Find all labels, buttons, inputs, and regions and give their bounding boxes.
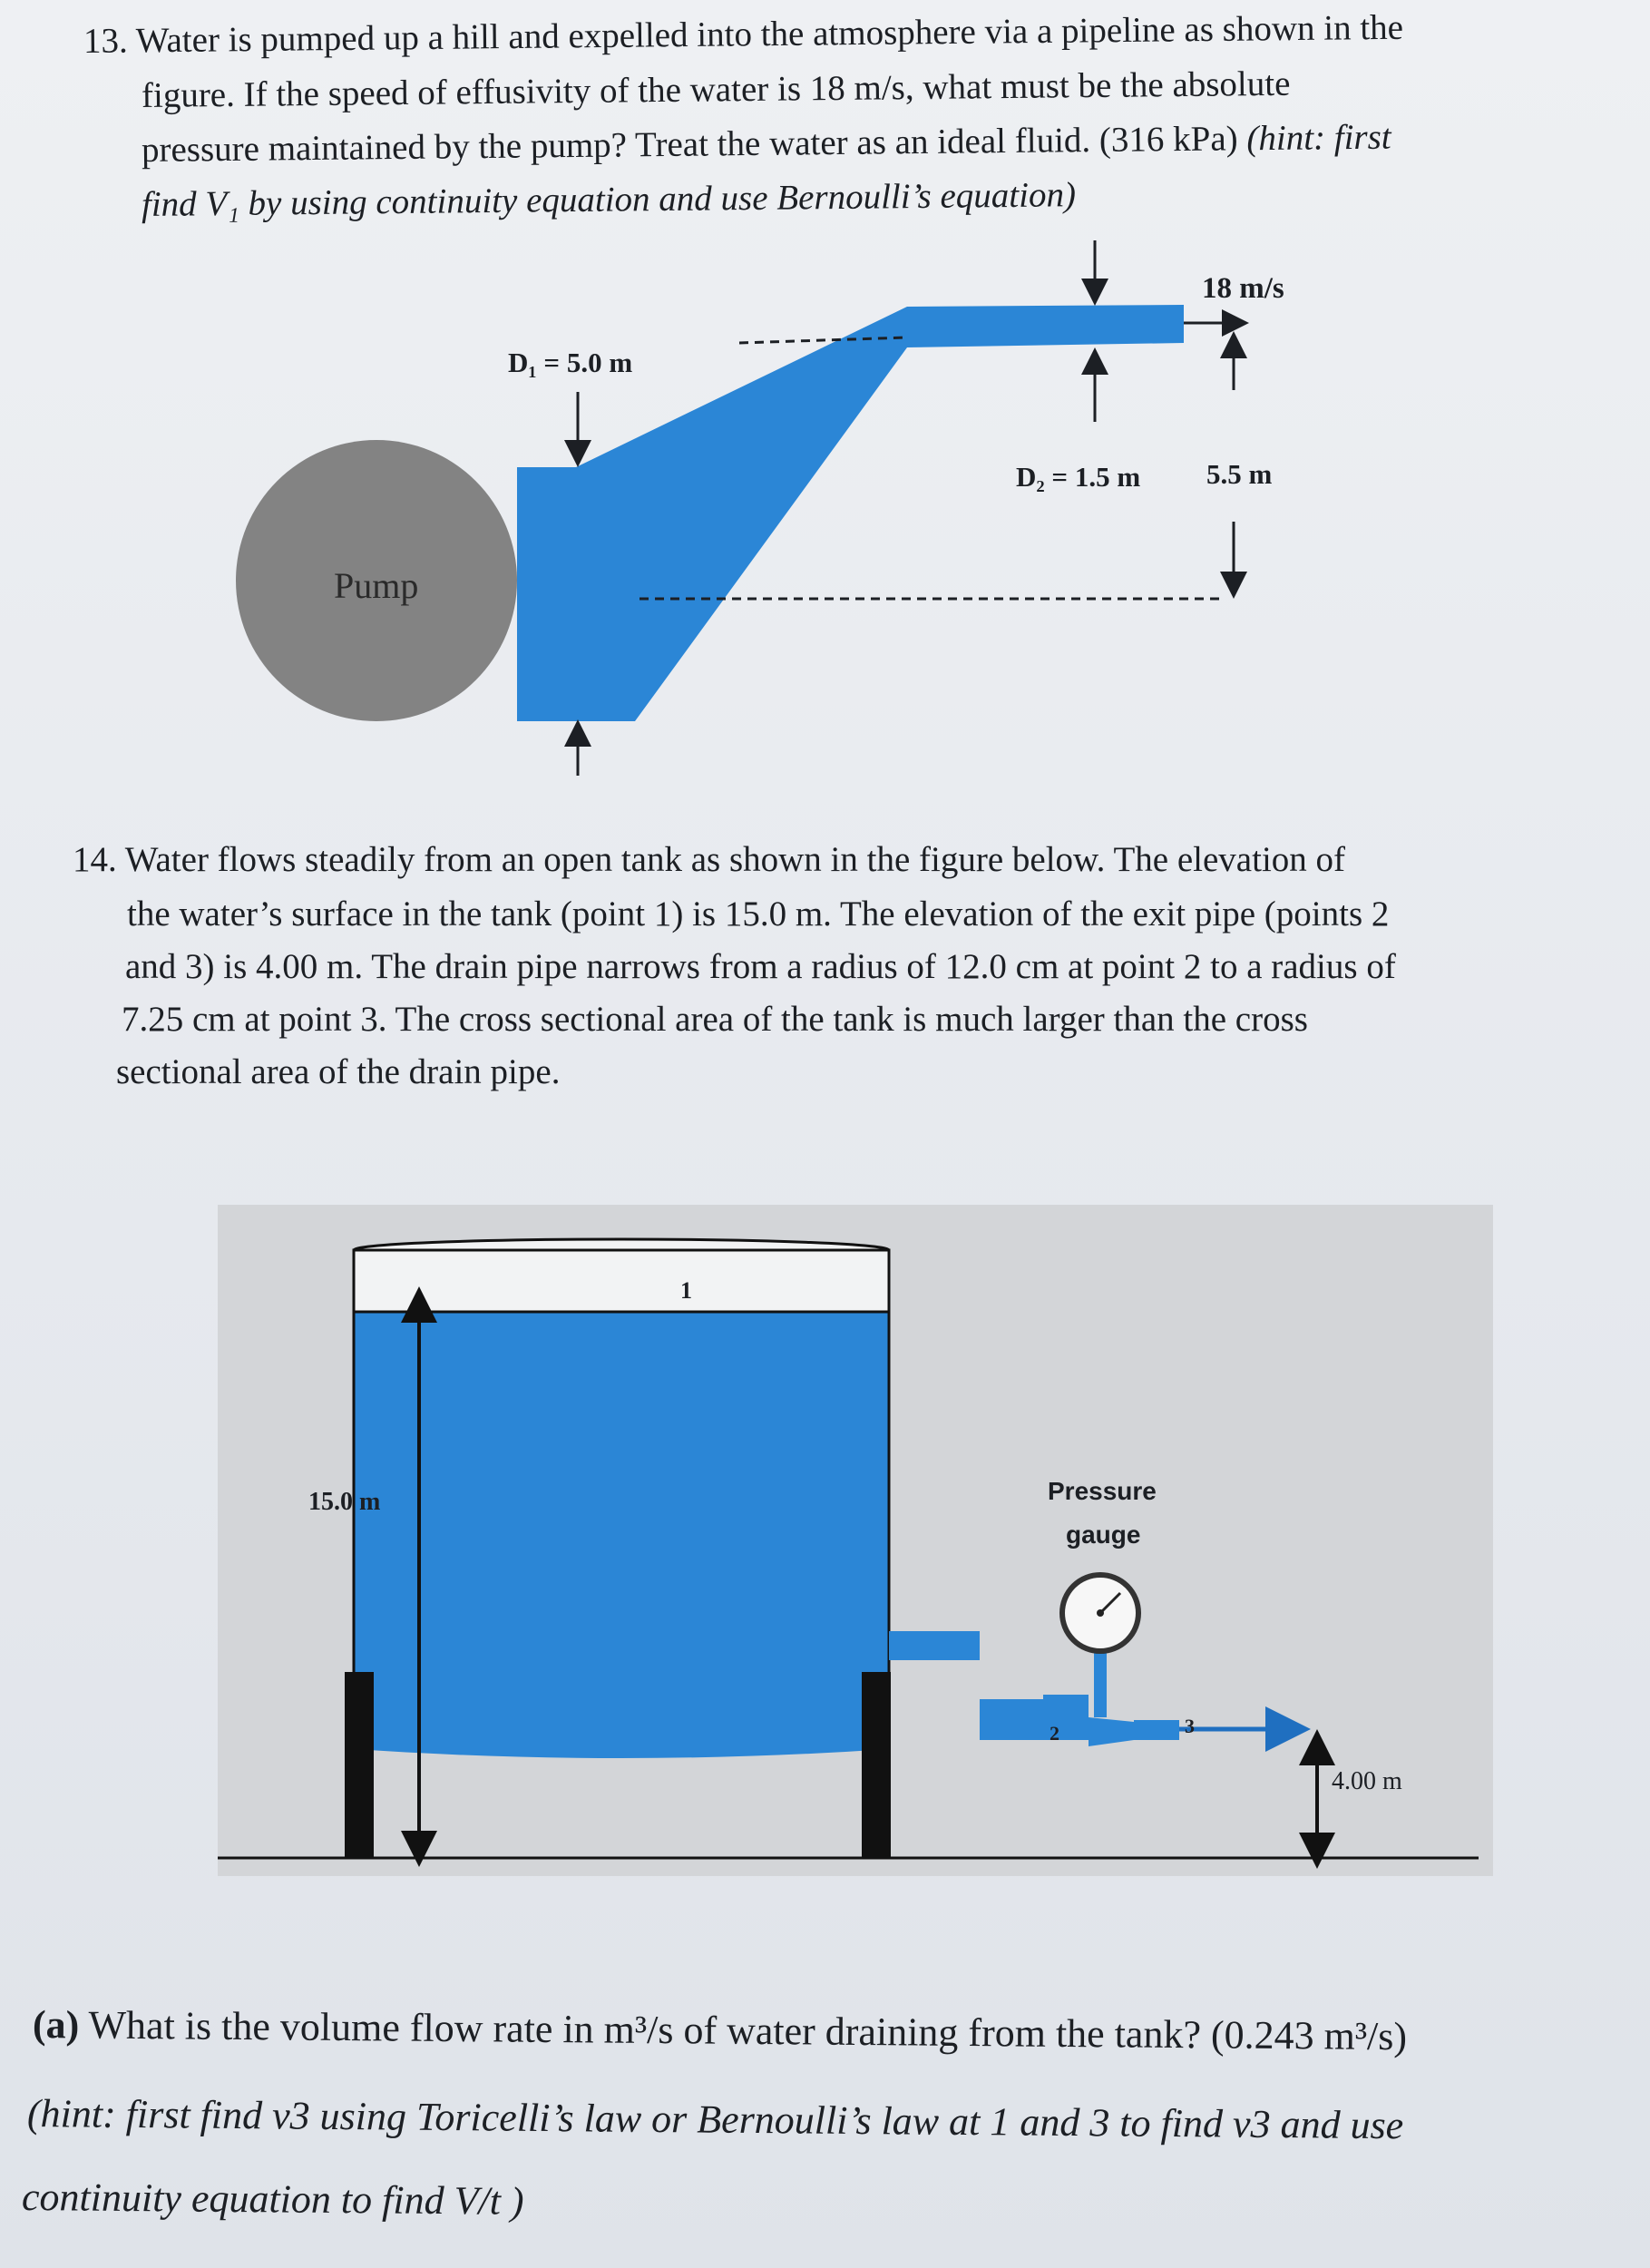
problem-14-line-3: and 3) is 4.00 m. The drain pipe narrows from a radius of 12.0 cm at point 2 to a radius of: [125, 947, 1396, 986]
point-3-label: 3: [1185, 1715, 1195, 1737]
drain-pipe: [889, 1631, 1179, 1746]
exit-speed-label: 18 m/s: [1202, 272, 1284, 305]
tank-diagram: [218, 1205, 1493, 1876]
problem-14-line-1: 14. Water flows steadily from an open tank as shown in the figure below. The elevation of: [73, 840, 1346, 879]
hint-text: (hint: first: [1246, 117, 1391, 159]
d2-label: D₂ = 1.5 m: [1016, 461, 1141, 493]
tank-bottom: [354, 1749, 889, 1758]
part-a-hint-line-1: (hint: first find v3 using Toricelli’s law or Bernoulli’s law at 1 and 3 to find v3 and use: [26, 2091, 1404, 2148]
part-a-question: (a) What is the volume flow rate in m³/s of water draining from the tank? (0.243 m³/s): [32, 2002, 1408, 2059]
problem-13-line-4: find V₁ by using continuity equation and use Bernoulli’s equation): [141, 175, 1077, 224]
problem-13-number: 13.: [83, 21, 128, 61]
tank-leg-left: [345, 1672, 374, 1858]
problem-14-line-2: the water’s surface in the tank (point 1) is 15.0 m. The elevation of the exit pipe (points 2: [127, 894, 1390, 934]
pressure-gauge-label-2: gauge: [1066, 1520, 1141, 1549]
pressure-gauge-label-1: Pressure: [1048, 1477, 1157, 1505]
problem-14-number: 14.: [73, 840, 117, 879]
d1-label: D₁ = 5.0 m: [508, 347, 633, 378]
tank-height-label: 15.0 m: [308, 1488, 381, 1516]
problem-13-line-3: pressure maintained by the pump? Treat the water as an ideal fluid. (316 kPa) (hint: first: [141, 117, 1391, 170]
problem-14-line-5: sectional area of the drain pipe.: [116, 1052, 561, 1091]
pump-label: Pump: [334, 565, 419, 606]
part-a-hint-line-2: continuity equation to find V/t ): [21, 2175, 524, 2224]
tank-water: [354, 1312, 889, 1749]
tank-leg-right: [862, 1672, 891, 1858]
pump-pipeline-figure: [0, 0, 1650, 816]
problem-13-line-2: figure. If the speed of effusivity of the water is 18 m/s, what must be the absolute: [141, 64, 1291, 115]
part-a-label: (a): [32, 2002, 80, 2048]
height-label: 5.5 m: [1206, 458, 1273, 490]
problem-14-line-4: 7.25 cm at point 3. The cross sectional area of the tank is much larger than the cross: [122, 1000, 1308, 1039]
tank-figure: [218, 1205, 1493, 1876]
point-1-label: 1: [680, 1277, 692, 1304]
point-2-label: 2: [1050, 1722, 1059, 1745]
gauge-hub: [1097, 1609, 1104, 1617]
pipe-height-label: 4.00 m: [1332, 1767, 1402, 1795]
problem-13-line-1: 13. Water is pumped up a hill and expelled into the atmosphere via a pipeline as shown in the: [83, 7, 1404, 61]
